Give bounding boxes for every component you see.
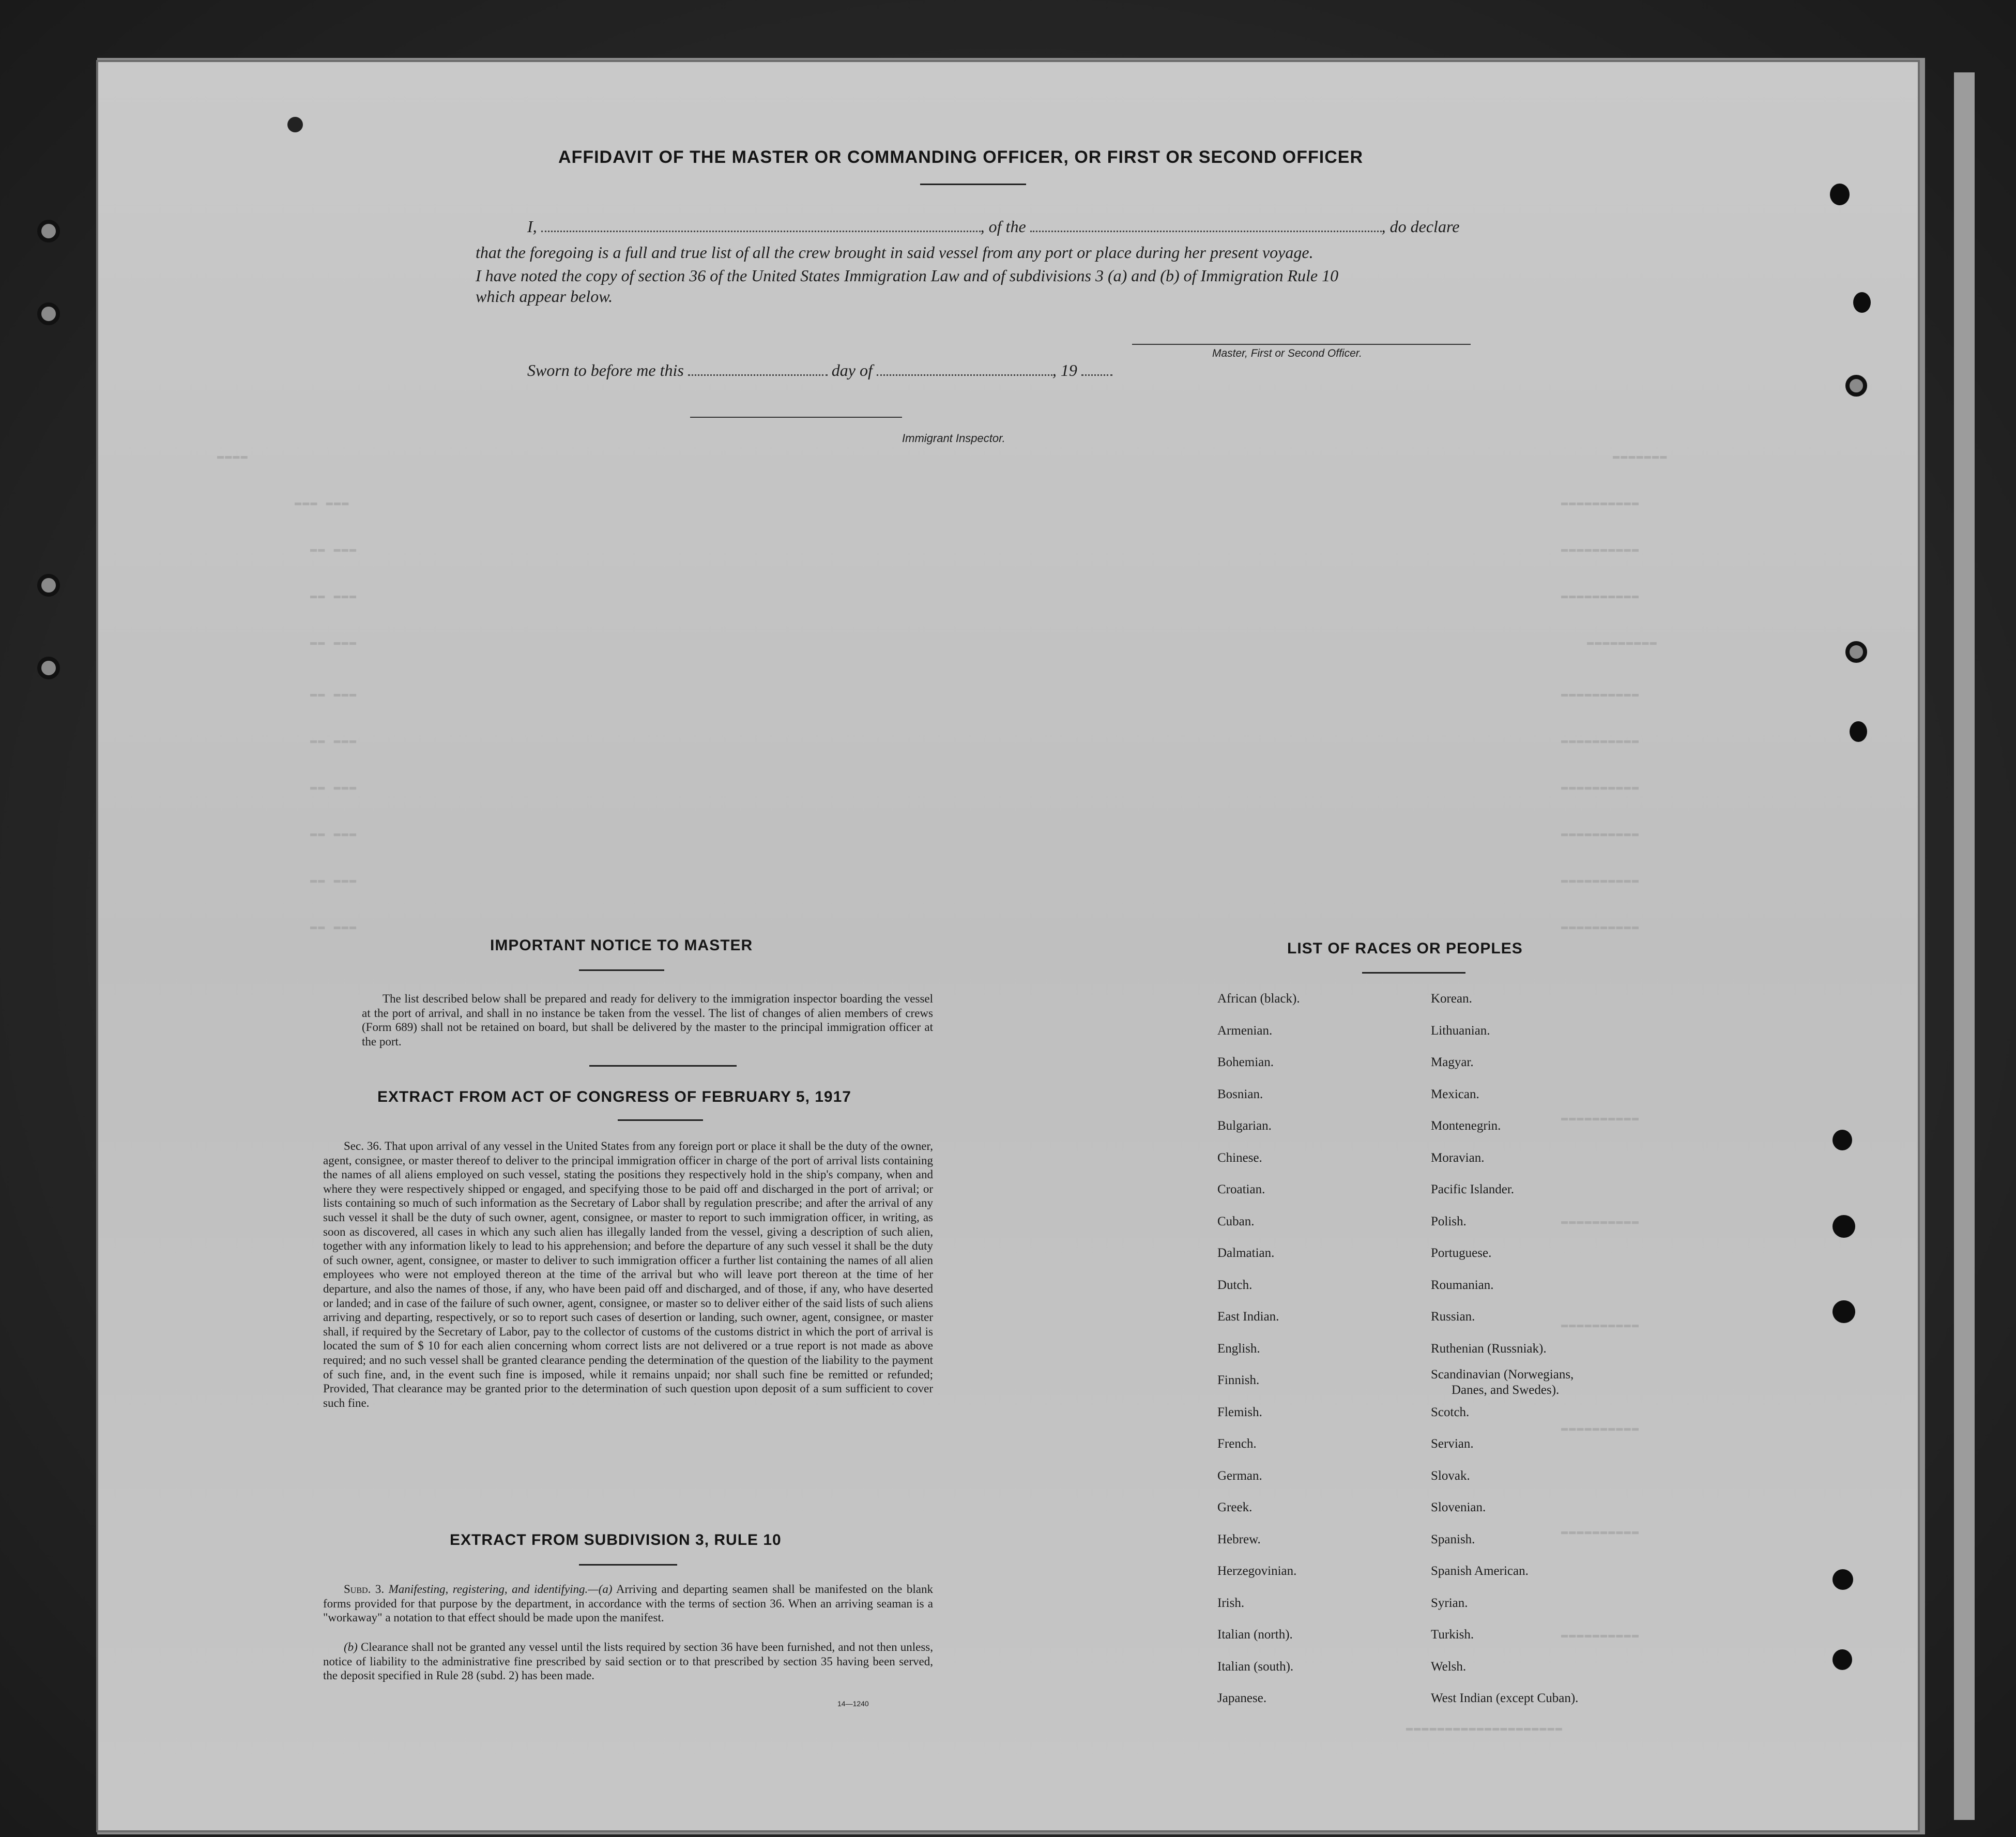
notice-title-rule — [579, 969, 664, 971]
sworn-day-field[interactable] — [688, 374, 828, 376]
page-edge — [1954, 72, 1975, 1820]
binder-hole-icon — [1853, 292, 1871, 313]
binder-hole-icon — [1845, 641, 1867, 663]
rule-extract-para-b — [323, 1640, 933, 1683]
of-the-label: , of the — [980, 217, 1026, 236]
race-item: Irish. — [1217, 1596, 1245, 1610]
declaration-text-3: which appear below. — [476, 287, 613, 306]
races-right-column — [1431, 992, 1638, 1705]
bleed-through-decoration: ▬▬▬▬ ▬▬▬▬▬▬▬ ▬▬▬ ▬▬▬ ▬▬▬▬▬▬▬▬▬▬ ▬▬ ▬▬▬ ▬▬▬▬▬▬▬▬▬▬ ▬▬ ▬▬▬ ▬▬▬▬▬▬▬▬▬▬ ▬▬ ▬▬▬ ▬▬▬▬▬▬▬▬▬ ▬▬ ▬▬▬ ▬▬▬▬▬▬▬▬▬▬ ▬▬ ▬▬▬ ▬▬▬▬▬▬▬▬▬▬ ▬▬ ▬▬▬ ▬▬▬▬▬▬▬▬▬▬ ▬▬ ▬▬▬ ▬▬▬▬▬▬▬▬▬▬ ▬▬ ▬▬▬ ▬▬▬▬▬▬▬▬▬▬ ▬▬ ▬▬▬ ▬▬▬▬▬▬▬▬▬▬ ▬▬▬▬▬▬▬▬▬▬ ▬▬▬▬▬▬▬▬▬▬ ▬▬▬▬▬▬▬▬▬▬ ▬▬▬▬▬▬▬▬▬▬ ▬▬▬▬▬▬▬▬▬▬ ▬▬▬▬▬▬▬▬▬▬ ▬▬▬▬▬▬▬▬▬▬▬▬▬▬▬▬▬▬▬▬ — [217, 450, 1668, 1735]
notice-title: IMPORTANT NOTICE TO MASTER — [490, 937, 753, 954]
race-item: Dutch. — [1217, 1278, 1253, 1292]
race-item: Bulgarian. — [1217, 1119, 1272, 1133]
act-extract-rule — [618, 1119, 703, 1121]
race-item: Russian. — [1431, 1310, 1475, 1324]
race-item: English. — [1217, 1341, 1260, 1356]
inspector-label: Immigrant Inspector. — [902, 432, 1005, 445]
race-item: Montenegrin. — [1431, 1119, 1501, 1133]
binder-hole-icon — [37, 657, 60, 679]
race-item: Japanese. — [1217, 1691, 1267, 1705]
binder-hole-icon — [1850, 721, 1867, 742]
binder-hole-icon — [287, 117, 303, 132]
sworn-year-field[interactable] — [1081, 374, 1112, 376]
race-item: Magyar. — [1431, 1055, 1474, 1069]
subd-label: Subd. 3. — [344, 1583, 385, 1596]
race-item: West Indian (except Cuban). — [1431, 1691, 1579, 1705]
race-item: Cuban. — [1217, 1214, 1255, 1228]
race-item: Servian. — [1431, 1437, 1474, 1451]
race-item: Mexican. — [1431, 1087, 1479, 1101]
subd-heading: Manifesting, registering, and identifying.—(a) — [388, 1583, 613, 1596]
affidavit-title: AFFIDAVIT OF THE MASTER OR COMMANDING OFFICER, OR FIRST OR SECOND OFFICER — [558, 147, 1363, 167]
binder-hole-icon — [1832, 1569, 1853, 1590]
binder-hole-icon — [37, 574, 60, 597]
race-item: Roumanian. — [1431, 1278, 1494, 1292]
sworn-month-field[interactable] — [877, 374, 1052, 376]
act-extract-text: Sec. 36. That upon arrival of any vessel in the United States from any foreign port or place it shall be the duty of the owner, agent, consignee, or master thereof to deliver to the principal immigration officer in charge of the port of arrival lists containing the names of all aliens employed on such vessel, stating the positions they respectively hold in the ship's company, when and where they were respectively shipped or engaged, and specifying those to be paid off and discharged in the port of arrival; or lists containing so much of such information as the Secretary of Labor shall by regulation prescribe; and after the arrival of any such vessel it shall be the duty of such owner, agent, consignee, or master to report to such immigration officer, in writing, as soon as discovered, all cases in which any such alien has illegally landed from the vessel, giving a description of such alien, together with any information likely to lead to his apprehension; and before the departure of any such vessel it shall be the duty of such owner, agent, consignee, or master to deliver to such immigration officer a further list containing the names of all alien employees who were not employed thereon at the time of the arrival but who will leave port thereon at the time of her departure, and also the names of those, if any, who have been paid off and discharged, and of those, if any, who have deserted or landed; and in case of the failure of such owner, agent, consignee, or master so to deliver either of the said lists of such aliens arriving and departing, respectively, or so to report such cases of desertion or landing, such owner, agent, consignee, or master shall, if required by the Secretary of Labor, pay to the collector of customs of the customs district in which the port of arrival is located the sum of $ 10 for each alien concerning whom correct lists are not delivered or a true report is not made as above required; and no such vessel shall be granted clearance pending the determination of the question of the liability to the payment of such fine, and, in the event such fine is imposed, while it remains unpaid; nor shall such fine be remitted or refunded; Provided, That clearance may be granted prior to the determination of such question upon deposit of a sum sufficient to cover such fine. — [323, 1140, 933, 1409]
race-item: French. — [1217, 1437, 1257, 1451]
race-item: Chinese. — [1217, 1150, 1262, 1165]
officer-signature-label: Master, First or Second Officer. — [1212, 347, 1362, 359]
para-b-text: Clearance shall not be granted any vessel until the lists required by section 36 have been furnished, and not then unless, notice of liability to the administrative fine prescribed by said section or to that prescribed by section 35 having been served, the deposit specified in Rule 28 (subd. 2) has been made. — [323, 1641, 933, 1682]
race-item: Scotch. — [1431, 1405, 1470, 1419]
race-item: Ruthenian (Russniak). — [1431, 1341, 1547, 1356]
race-item: German. — [1217, 1468, 1262, 1483]
para-a-text: Arriving and departing seamen shall be manifested on the blank forms provided for that purpose by the department, in accordance with the terms of section 36. When an arriving seaman is a "workaway" a notation to that effect should be made upon the manifest. — [323, 1583, 934, 1625]
race-item: Pacific Islander. — [1431, 1182, 1515, 1196]
binder-hole-icon — [1832, 1649, 1852, 1670]
race-item: Portuguese. — [1431, 1246, 1492, 1260]
race-item: Finnish. — [1217, 1373, 1260, 1387]
binder-hole-icon — [37, 302, 60, 325]
rule-extract-para-a — [323, 1582, 933, 1625]
race-item: East Indian. — [1217, 1310, 1279, 1324]
race-item: Bohemian. — [1217, 1055, 1274, 1069]
race-item: Slovenian. — [1431, 1500, 1486, 1514]
para-b-label: (b) — [344, 1641, 358, 1653]
race-item: Croatian. — [1217, 1182, 1265, 1196]
sworn-label: Sworn to before me this — [527, 361, 684, 379]
sworn-line — [527, 361, 1112, 380]
rule-extract-title: EXTRACT FROM SUBDIVISION 3, RULE 10 — [450, 1531, 782, 1548]
race-item: Italian (north). — [1217, 1628, 1293, 1642]
race-item: Spanish American. — [1431, 1564, 1529, 1578]
race-item: Lithuanian. — [1431, 1023, 1490, 1038]
binder-hole-icon — [1832, 1215, 1855, 1238]
race-item-continued: Danes, and Swedes). — [1452, 1383, 1560, 1397]
form-number: 14—1240 — [837, 1699, 869, 1708]
i-label: I, — [527, 217, 537, 236]
race-item: Hebrew. — [1217, 1532, 1261, 1546]
officer-signature-line[interactable] — [1132, 344, 1471, 345]
affidavit-title-rule — [920, 184, 1026, 185]
notice-separator — [589, 1065, 737, 1067]
race-item: Scandinavian (Norwegians, — [1431, 1368, 1574, 1381]
race-item: Italian (south). — [1217, 1659, 1294, 1674]
race-item: Turkish. — [1431, 1628, 1474, 1642]
binder-hole-icon — [37, 220, 60, 242]
race-item: Herzegovinian. — [1217, 1564, 1297, 1578]
race-item: Syrian. — [1431, 1596, 1468, 1610]
act-extract-title: EXTRACT FROM ACT OF CONGRESS OF FEBRUARY 5, 1917 — [377, 1088, 851, 1105]
race-item: Polish. — [1431, 1214, 1467, 1228]
rule-extract-rule — [579, 1564, 677, 1566]
races-title: LIST OF RACES OR PEOPLES — [1287, 940, 1523, 957]
binder-hole-icon — [1845, 375, 1867, 397]
declaration-text-2: I have noted the copy of section 36 of the United States Immigration Law and of subdivisions 3 (a) and (b) of Immigration Rule 10 — [476, 266, 1339, 285]
officer-name-field[interactable] — [541, 230, 981, 232]
race-item: Dalmatian. — [1217, 1246, 1275, 1260]
year-prefix: , 19 — [1052, 361, 1077, 379]
inspector-signature-line[interactable] — [690, 417, 902, 418]
races-left-column — [1217, 992, 1393, 1705]
race-item: Moravian. — [1431, 1150, 1485, 1165]
vessel-name-field[interactable] — [1030, 230, 1382, 232]
do-declare-label: , do declare — [1381, 217, 1460, 236]
races-title-rule — [1362, 972, 1465, 974]
notice-text: The list described below shall be prepared and ready for delivery to the immigration inspector boarding the vessel at the port of arrival, and shall in no instance be taken from the vessel. The list of changes of alien members of crews (Form 689) shall not be retained on board, but shall be delivered by the master to the principal immigration officer at the port. — [362, 992, 933, 1048]
race-item: Flemish. — [1217, 1405, 1262, 1419]
race-item: African (black). — [1217, 992, 1300, 1006]
binder-hole-icon — [1832, 1130, 1852, 1150]
declaration-text-1: that the foregoing is a full and true list of all the crew brought in said vessel from any port or place during her present voyage. — [476, 243, 1314, 262]
binder-hole-icon — [1830, 184, 1850, 205]
race-item: Korean. — [1431, 992, 1472, 1006]
day-of-label: day of — [831, 361, 873, 379]
race-item: Spanish. — [1431, 1532, 1475, 1546]
affidavit-declaration-line — [527, 217, 1494, 236]
race-item: Greek. — [1217, 1500, 1253, 1514]
race-item: Bosnian. — [1217, 1087, 1263, 1101]
race-item: Slovak. — [1431, 1468, 1470, 1483]
race-item: Armenian. — [1217, 1023, 1273, 1038]
race-item: Welsh. — [1431, 1659, 1467, 1674]
binder-hole-icon — [1832, 1300, 1855, 1323]
